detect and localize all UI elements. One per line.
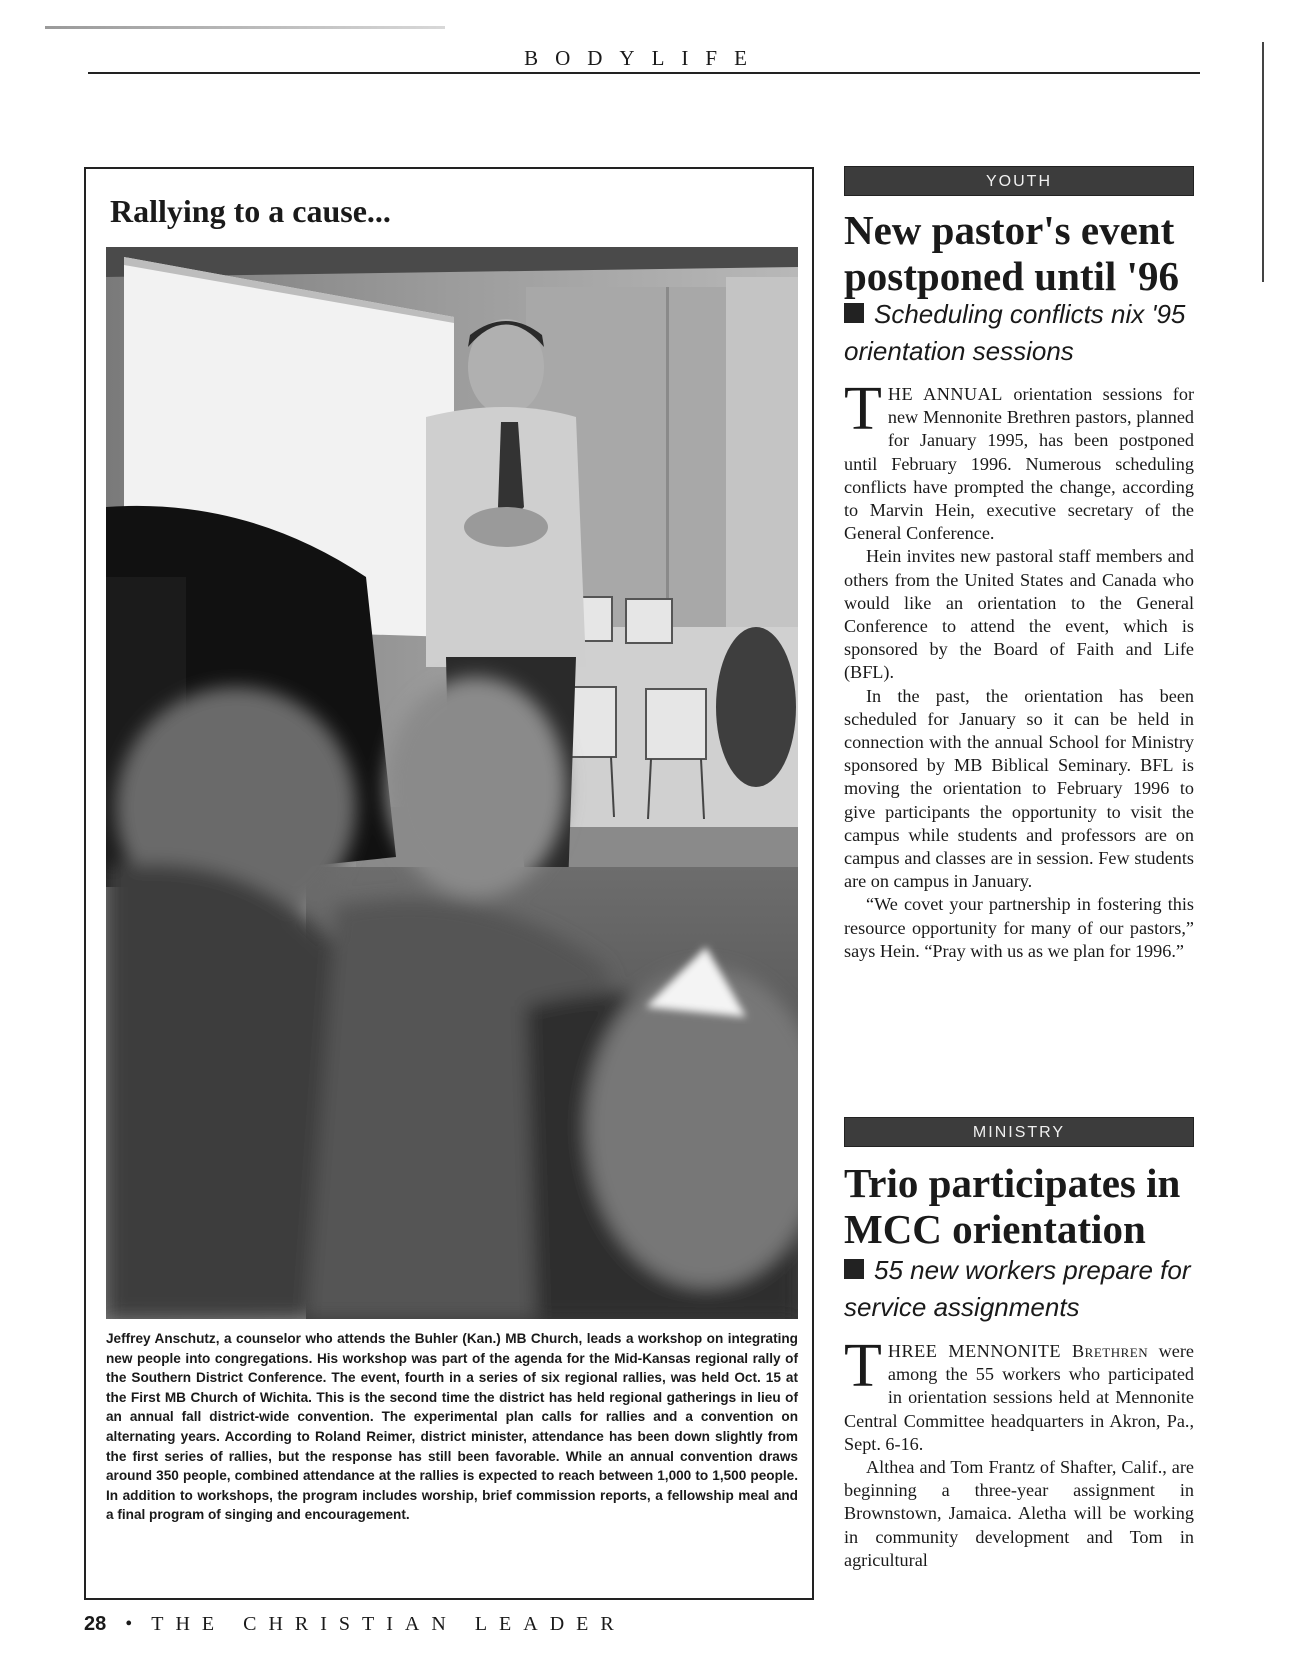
article2-paragraph-2: Althea and Tom Frantz of Shafter, Calif., are beginning a three-year assignment in Brownstown, Jamaica. Aletha will be working in community development and Tom in agricultural (844, 1457, 1194, 1570)
article1-paragraph-2: Hein invites new pastoral staff members and others from the United States and Canada who would like an orientation to the General Conference to attend the event, which is sponsored by the Board of Faith and Life (BFL). (844, 546, 1194, 683)
article2-headline: Trio participates in MCC orientation (844, 1160, 1181, 1252)
photo-caption: Jeffrey Anschutz, a counselor who attends the Buhler (Kan.) MB Church, leads a workshop on integrating new people into congregations. His workshop was part of the agenda for the Mid-Kansas regional rally of the Southern District Conference. The event, fourth in a series of six regional rallies, was held Oct. 15 at the First MB Church of Wichita. This is the second time the district has held regional gatherings in lieu of an annual fall district-wide convention. The experimental plan calls for rallies and a convention on alternating years. According to Roland Reimer, district minister, attendance has been down slightly from the first series of rallies, but the response has still been favorable. While an annual convention draws around 350 people, combined attendance at the rallies is expected to reach between 1,000 to 1,500 people. In addition to workshops, the program includes worship, brief commission reports, a fellowship meal and a final program of singing and encouragement. (106, 1331, 798, 1523)
lead-in-caps: HE ANNUAL (887, 384, 1003, 404)
drop-cap: T (844, 375, 882, 443)
paragraph-text: were among the 55 workers who participated in orientation sessions held at Mennonite Central Committee headquarters in Akron, Pa., Sept. 6-16. (844, 1341, 1195, 1454)
article2-paragraph-1 (844, 1332, 1195, 1456)
section-bar-ministry: MINISTRY (844, 1117, 1194, 1147)
page-edge-line (1262, 42, 1264, 282)
header-rule (88, 72, 1200, 74)
article2-body (844, 1332, 1195, 1572)
lead-in-caps: HREE MENNONITE Brethren (887, 1341, 1149, 1361)
article2-deck-text: 55 new workers prepare for service assignments (844, 1255, 1191, 1322)
article1-paragraph-4: “We covet your partnership in fostering this resource opportunity for many of our pastors,” says Hein. “Pray with us as we plan for 1996.” (844, 894, 1194, 961)
paragraph-text: orientation sessions for new Mennonite Brethren pastors, planned for January 1995, has been postponed until February 1996. Numerous scheduling conflicts have prompted the change, according to Marvin Hein, executive secretary of the General Conference. (844, 384, 1194, 544)
square-bullet-icon (844, 1259, 864, 1279)
feature-title: Rallying to a cause... (110, 193, 391, 229)
scan-edge-line (45, 26, 445, 29)
workshop-photo (106, 247, 798, 1319)
page-number: 28 (84, 1613, 107, 1635)
photo-feature-box (84, 167, 814, 1600)
article1-headline: New pastor's event postponed until '96 (844, 207, 1179, 299)
article1-deck (844, 296, 1194, 370)
footer-separator: • (125, 1613, 133, 1635)
article1-deck-text: Scheduling conflicts nix '95 orientation sessions (844, 299, 1186, 366)
section-header: BODYLIFE (524, 46, 764, 70)
square-bullet-icon (844, 303, 864, 323)
section-bar-youth: YOUTH (844, 166, 1194, 196)
article2-deck (844, 1252, 1194, 1326)
article1-paragraph-3: In the past, the orientation has been scheduled for January so it can be held in connection with the annual School for Ministry sponsored by MB Biblical Seminary. BFL is moving the orientation to February 1996 to give participants the opportunity to visit the campus while students and professors are on campus and classes are in session. Few students are on campus in January. (844, 685, 1194, 892)
drop-cap: T (844, 1332, 882, 1400)
article1-body (844, 375, 1194, 963)
page-footer (84, 1613, 626, 1636)
article1-paragraph-1 (844, 375, 1194, 545)
workshop-photo-image (106, 247, 798, 1319)
magazine-name: THE CHRISTIAN LEADER (151, 1613, 626, 1635)
